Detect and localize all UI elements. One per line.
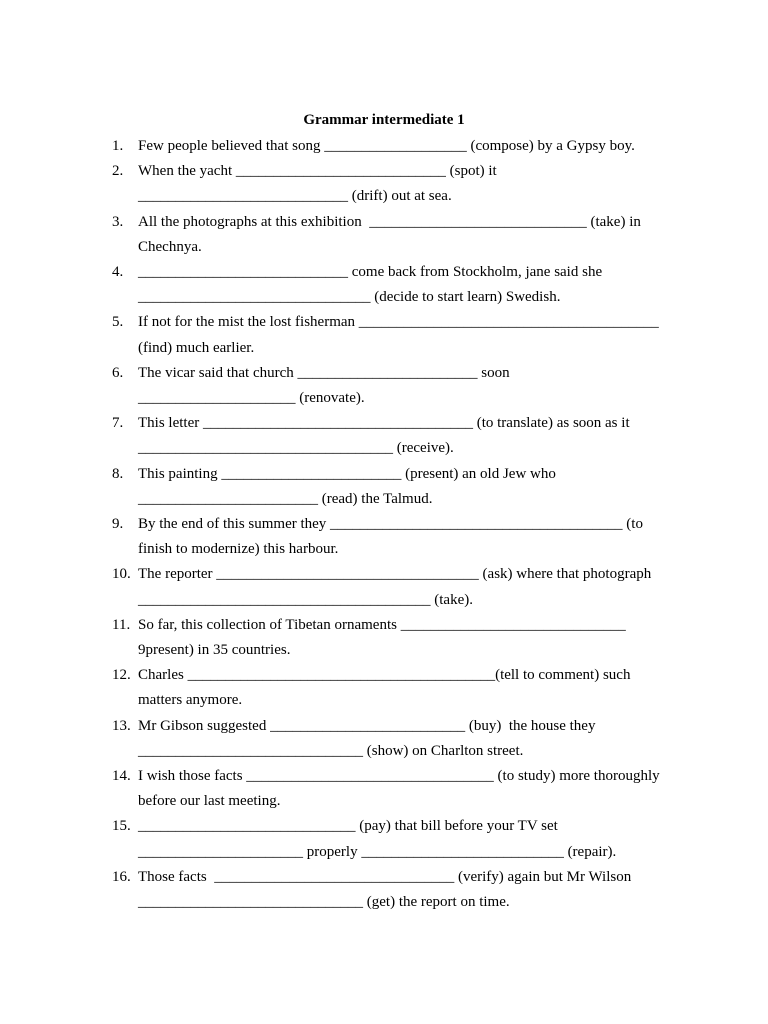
exercise-line: 9present) in 35 countries. (138, 642, 291, 659)
page-title: Grammar intermediate 1 (303, 112, 465, 128)
exercise-text (138, 462, 692, 512)
exercise-line: ______________________________ (show) on Charlton street. (138, 742, 524, 759)
exercise-line: ________________________ (read) the Talmud. (138, 490, 433, 507)
exercise-item (112, 562, 692, 612)
exercise-line: This painting ________________________ (present) an old Jew who (138, 465, 556, 482)
exercise-line: This letter ____________________________________ (to translate) as soon as it (138, 415, 630, 432)
exercise-text (138, 562, 692, 612)
exercise-item (112, 159, 692, 209)
exercise-number: 14. (112, 768, 131, 785)
exercise-line: All the photographs at this exhibition _____________________________ (take) in (138, 213, 641, 230)
exercise-item (112, 613, 692, 663)
exercise-list (112, 134, 692, 915)
exercise-number: 1. (112, 138, 124, 154)
exercise-item (112, 260, 692, 310)
exercise-number: 5. (112, 314, 124, 331)
exercise-number: 7. (112, 415, 124, 432)
exercise-text (138, 764, 692, 814)
exercise-item (112, 865, 692, 915)
exercise-text (138, 260, 692, 310)
exercise-text (138, 361, 692, 411)
exercise-line: Mr Gibson suggested __________________________ (buy) the house they (138, 717, 596, 734)
exercise-line: Chechnya. (138, 238, 202, 255)
exercise-line: ______________________ properly ___________________________ (repair). (138, 843, 617, 860)
exercise-line: I wish those facts _________________________________ (to study) more thoroughly (138, 768, 660, 785)
exercise-line: finish to modernize) this harbour. (138, 541, 339, 558)
exercise-number: 3. (112, 213, 124, 230)
exercise-item (112, 814, 692, 864)
exercise-line: __________________________________ (receive). (138, 440, 454, 457)
exercise-text (138, 411, 692, 461)
exercise-item (112, 512, 692, 562)
exercise-number: 6. (112, 364, 124, 381)
exercise-number: 15. (112, 818, 131, 835)
exercise-text (138, 159, 692, 209)
exercise-line: matters anymore. (138, 692, 243, 709)
exercise-line: ______________________________ (get) the report on time. (138, 894, 510, 911)
exercise-line: _____________________________ (pay) that bill before your TV set (138, 818, 558, 835)
exercise-line: ____________________________ (drift) out at sea. (138, 188, 452, 205)
exercise-line: The reporter ___________________________________ (ask) where that photograph (138, 566, 652, 583)
exercise-number: 9. (112, 516, 124, 533)
exercise-item (112, 714, 692, 764)
exercise-item (112, 210, 692, 260)
exercise-text (138, 310, 692, 360)
exercise-text (138, 613, 692, 663)
exercise-text (138, 814, 692, 864)
exercise-line: (find) much earlier. (138, 339, 255, 356)
exercise-item (112, 462, 692, 512)
exercise-number: 10. (112, 566, 131, 583)
exercise-line: Few people believed that song ___________________ (compose) by a Gypsy boy. (138, 138, 635, 154)
exercise-line: By the end of this summer they _______________________________________ (to (138, 516, 643, 533)
exercise-item (112, 764, 692, 814)
exercise-line: _______________________________________ (take). (138, 591, 473, 608)
exercise-number: 2. (112, 163, 124, 180)
exercise-item (112, 310, 692, 360)
exercise-number: 12. (112, 667, 131, 684)
exercise-text (138, 512, 692, 562)
exercise-line: _____________________ (renovate). (138, 390, 365, 407)
exercise-line: before our last meeting. (138, 793, 281, 810)
exercise-line: So far, this collection of Tibetan ornaments ______________________________ (138, 616, 626, 633)
exercise-number: 11. (112, 616, 131, 633)
exercise-text (138, 663, 692, 713)
exercise-line: When the yacht ____________________________ (spot) it (138, 163, 497, 180)
exercise-number: 4. (112, 264, 124, 281)
exercise-text (138, 714, 692, 764)
exercise-number: 16. (112, 868, 131, 885)
exercise-line: Charles _________________________________________(tell to comment) such (138, 667, 631, 684)
exercise-line: If not for the mist the lost fisherman ________________________________________ (138, 314, 659, 331)
exercise-line: _______________________________ (decide to start learn) Swedish. (138, 289, 561, 306)
exercise-text (138, 134, 692, 159)
exercise-text (138, 210, 692, 260)
exercise-item (112, 361, 692, 411)
exercise-item (112, 134, 692, 159)
exercise-line: ____________________________ come back from Stockholm, jane said she (138, 264, 603, 281)
exercise-number: 8. (112, 465, 124, 482)
exercise-line: The vicar said that church ________________________ soon (138, 364, 510, 381)
exercise-item (112, 663, 692, 713)
exercise-line: Those facts ________________________________ (verify) again but Mr Wilson (138, 868, 632, 885)
exercise-number: 13. (112, 717, 131, 734)
exercise-item (112, 411, 692, 461)
exercise-text (138, 865, 692, 915)
